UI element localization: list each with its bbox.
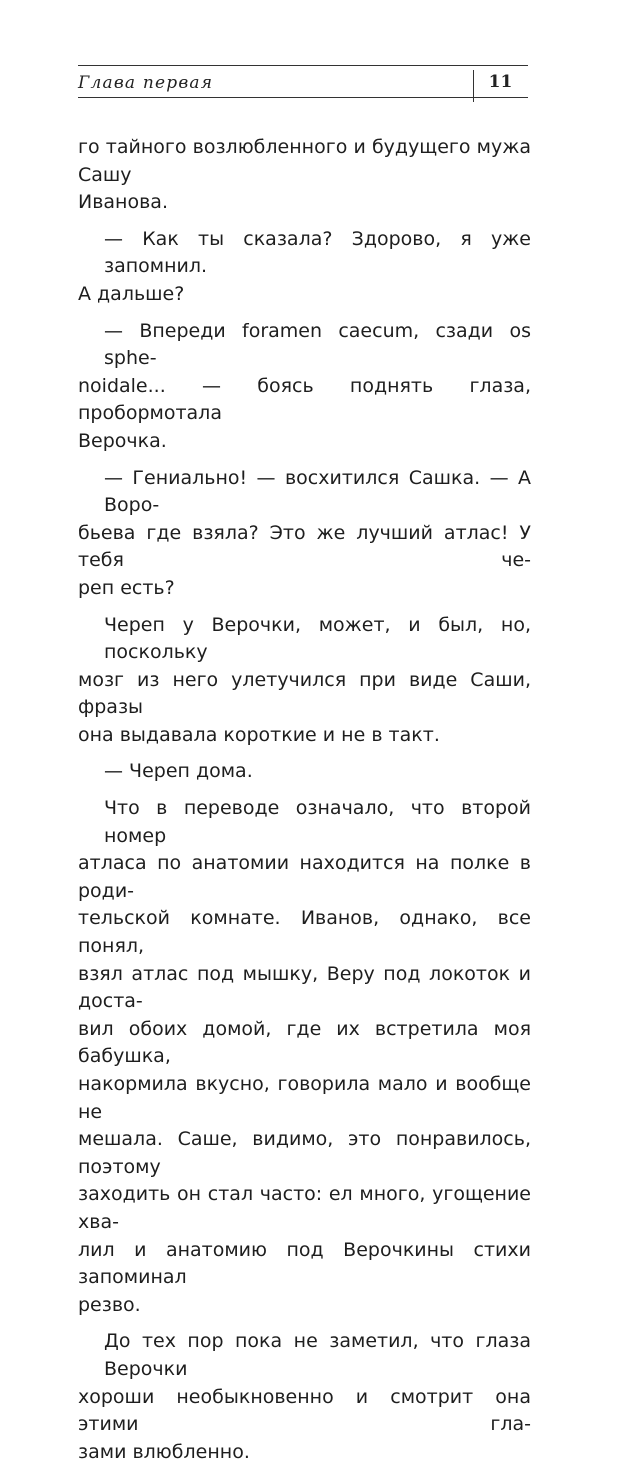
page-number: 11 [488,72,513,92]
text-line: бьева где взяла? Это же лучший атлас! У тебя че- [78,521,531,572]
text-line: заходить он стал часто: ел много, угощение хва- [78,1183,531,1233]
text-line: Верочка. [78,429,167,452]
paragraph [78,1328,531,1466]
text-line: резво. [78,1293,141,1316]
text-line: реп есть? [78,576,175,599]
paragraph [78,795,531,1319]
paragraph [78,226,531,309]
text-line: атласа по анатомии находится на полке в роди- [78,852,531,902]
text-line: А дальше? [78,282,185,305]
paragraph [78,612,531,750]
text-line: тельской комнате. Иванов, однако, все понял, [78,907,531,958]
text-line: До тех пор пока не заметил, что глаза Верочки [104,1330,531,1380]
paragraph [78,318,531,456]
body-text [78,134,531,1475]
paragraph [78,758,531,786]
text-line: зами влюбленно. [78,1440,250,1463]
text-line: мешала. Саше, видимо, это понравилось, поэтому [78,1128,531,1178]
text-line: — Гениально! — восхитился Сашка. — А Воро- [104,466,531,517]
text-line: — Череп дома. [104,760,253,783]
text-line: Череп у Верочки, может, и был, но, поскольку [104,613,531,664]
text-line: она выдавала короткие и не в такт. [78,723,440,746]
paragraph [78,465,531,603]
text-line: Иванова. [78,191,168,214]
page-header [78,62,528,102]
running-head-chapter-title: Глава первая [78,73,214,93]
text-line: накормила вкусно, говорила мало и вообще не [78,1073,531,1123]
header-bottom-rule [78,97,528,98]
text-line: мозг из него улетучился при виде Саши, фразы [78,668,531,719]
text-line: — Впереди foramen caecum, сзади os sphe- [104,319,531,370]
text-line: — Как ты сказала? Здорово, я уже запомнил. [104,227,531,278]
header-top-rule [78,65,528,66]
paragraph [78,134,531,217]
text-line: Что в переводе означало, что второй номер [104,797,531,847]
text-line: noidale... — боясь поднять глаза, пробормотала [78,374,531,425]
text-line: взял атлас под мышку, Веру под локоток и доста- [78,962,531,1013]
text-line: вил обоих домой, где их встретила моя бабушка, [78,1017,531,1068]
text-line: го тайного возлюбленного и будущего мужа Сашу [78,136,531,186]
text-line: хороши необыкновенно и смотрит она этими гла- [78,1385,531,1436]
text-line: лил и анатомию под Верочкины стихи запоминал [78,1238,531,1289]
